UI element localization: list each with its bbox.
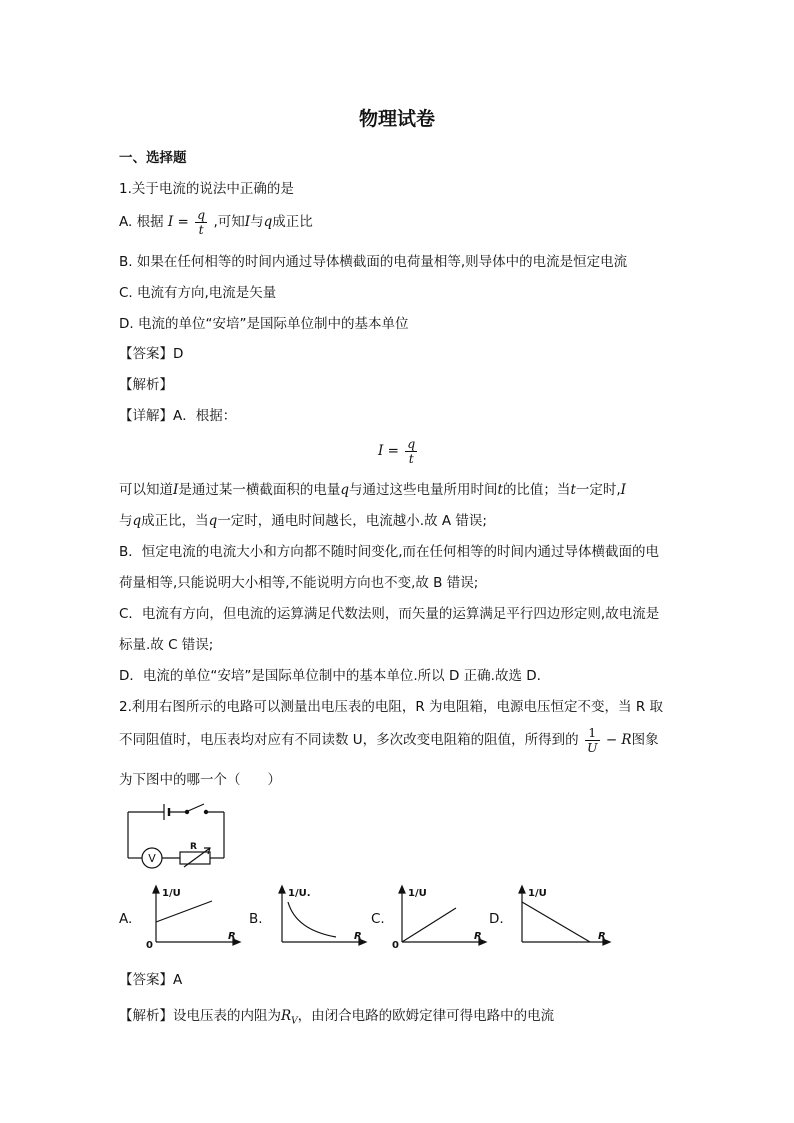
circuit-diagram (120, 800, 232, 872)
graph-label-c: C. (371, 911, 385, 927)
voltmeter-symbol: V (148, 852, 156, 865)
svg-text:1/U: 1/U (408, 888, 427, 899)
q2-answer: 【答案】A (119, 972, 183, 988)
q1-explain-a-line1: 可以知道I是通过某一横截面积的电量q与通过这些电量所用时间t的比值；当t一定时,I (119, 482, 627, 498)
graph-option-c (390, 884, 490, 950)
q1-analysis-label: 【解析】 (119, 377, 173, 393)
q2-stem-line3: 为下图中的哪一个（ ） (119, 772, 281, 788)
svg-text:R: R (598, 931, 606, 942)
q1-option-d: D. 电流的单位“安培”是国际单位制中的基本单位 (119, 316, 409, 332)
svg-text:0: 0 (146, 940, 153, 950)
svg-text:R: R (228, 931, 236, 942)
svg-text:R: R (354, 931, 362, 942)
q1-option-b: B. 如果在任何相等的时间内通过导体横截面的电荷量相等,则导体中的电流是恒定电流 (119, 254, 628, 270)
graph-label-b: B. (249, 911, 263, 927)
q1-detail-label: 【详解】A．根据： (119, 408, 237, 424)
graph-option-d (510, 884, 614, 950)
resistor-label: R (190, 842, 197, 852)
q1-explain-d: D．电流的单位“安培”是国际单位制中的基本单位.所以 D 正确.故选 D. (119, 668, 541, 684)
svg-text:1/U: 1/U (162, 888, 181, 899)
graph-option-b (270, 884, 370, 950)
graph-label-d: D. (489, 911, 504, 927)
svg-text:0: 0 (392, 940, 399, 950)
q1-formula: I = $\frac{q}{t}$ (378, 436, 416, 466)
q1-stem: 1.关于电流的说法中正确的是 (119, 181, 294, 197)
q1-explain-c-line1: C．电流有方向，但电流的运算满足代数法则，而矢量的运算满足平行四边形定则,故电流是 (119, 606, 660, 622)
q1-option-c: C. 电流有方向,电流是矢量 (119, 285, 277, 301)
q1-explain-a-line2: 与q成正比，当q一定时，通电时间越长，电流越小.故 A 错误; (119, 513, 487, 529)
graph-option-a (144, 884, 244, 950)
graph-label-a: A. (119, 911, 133, 927)
q2-analysis: 【解析】设电压表的内阻为$R_V$，由闭合电路的欧姆定律可得电路中的电流 (119, 1008, 555, 1027)
q1-answer: 【答案】D (119, 346, 184, 362)
q1-explain-b-line2: 荷量相等,只能说明大小相等,不能说明方向也不变,故 B 错误; (119, 575, 479, 591)
page-title: 物理试卷 (358, 108, 435, 130)
svg-text:R: R (474, 931, 482, 942)
section-heading: 一、选择题 (119, 150, 187, 166)
q1-explain-c-line2: 标量.故 C 错误; (119, 637, 214, 653)
svg-text:1/U: 1/U (528, 888, 547, 899)
svg-text:1/U.: 1/U. (288, 888, 311, 899)
q2-stem-line2: 不同阻值时，电压表均对应有不同读数 U，多次改变电阻箱的阻值，所得到的 $\frac{1}{U}$ − R图象 (119, 725, 659, 755)
q1-option-a: A. 根据 I = $\frac{q}{t}$ ,可知I与q成正比 (119, 207, 313, 237)
q2-stem-line1: 2.利用右图所示的电路可以测量出电压表的电阻，R 为电阻箱，电源电压恒定不变，当 R 取 (119, 699, 664, 715)
fraction-q-over-t: $\frac{q}{t}$ (197, 207, 206, 237)
fraction-1-over-u: $\frac{1}{U}$ (586, 725, 598, 755)
q1-explain-b-line1: B．恒定电流的电流大小和方向都不随时间变化,而在任何相等的时间内通过导体横截面的电 (119, 544, 660, 560)
